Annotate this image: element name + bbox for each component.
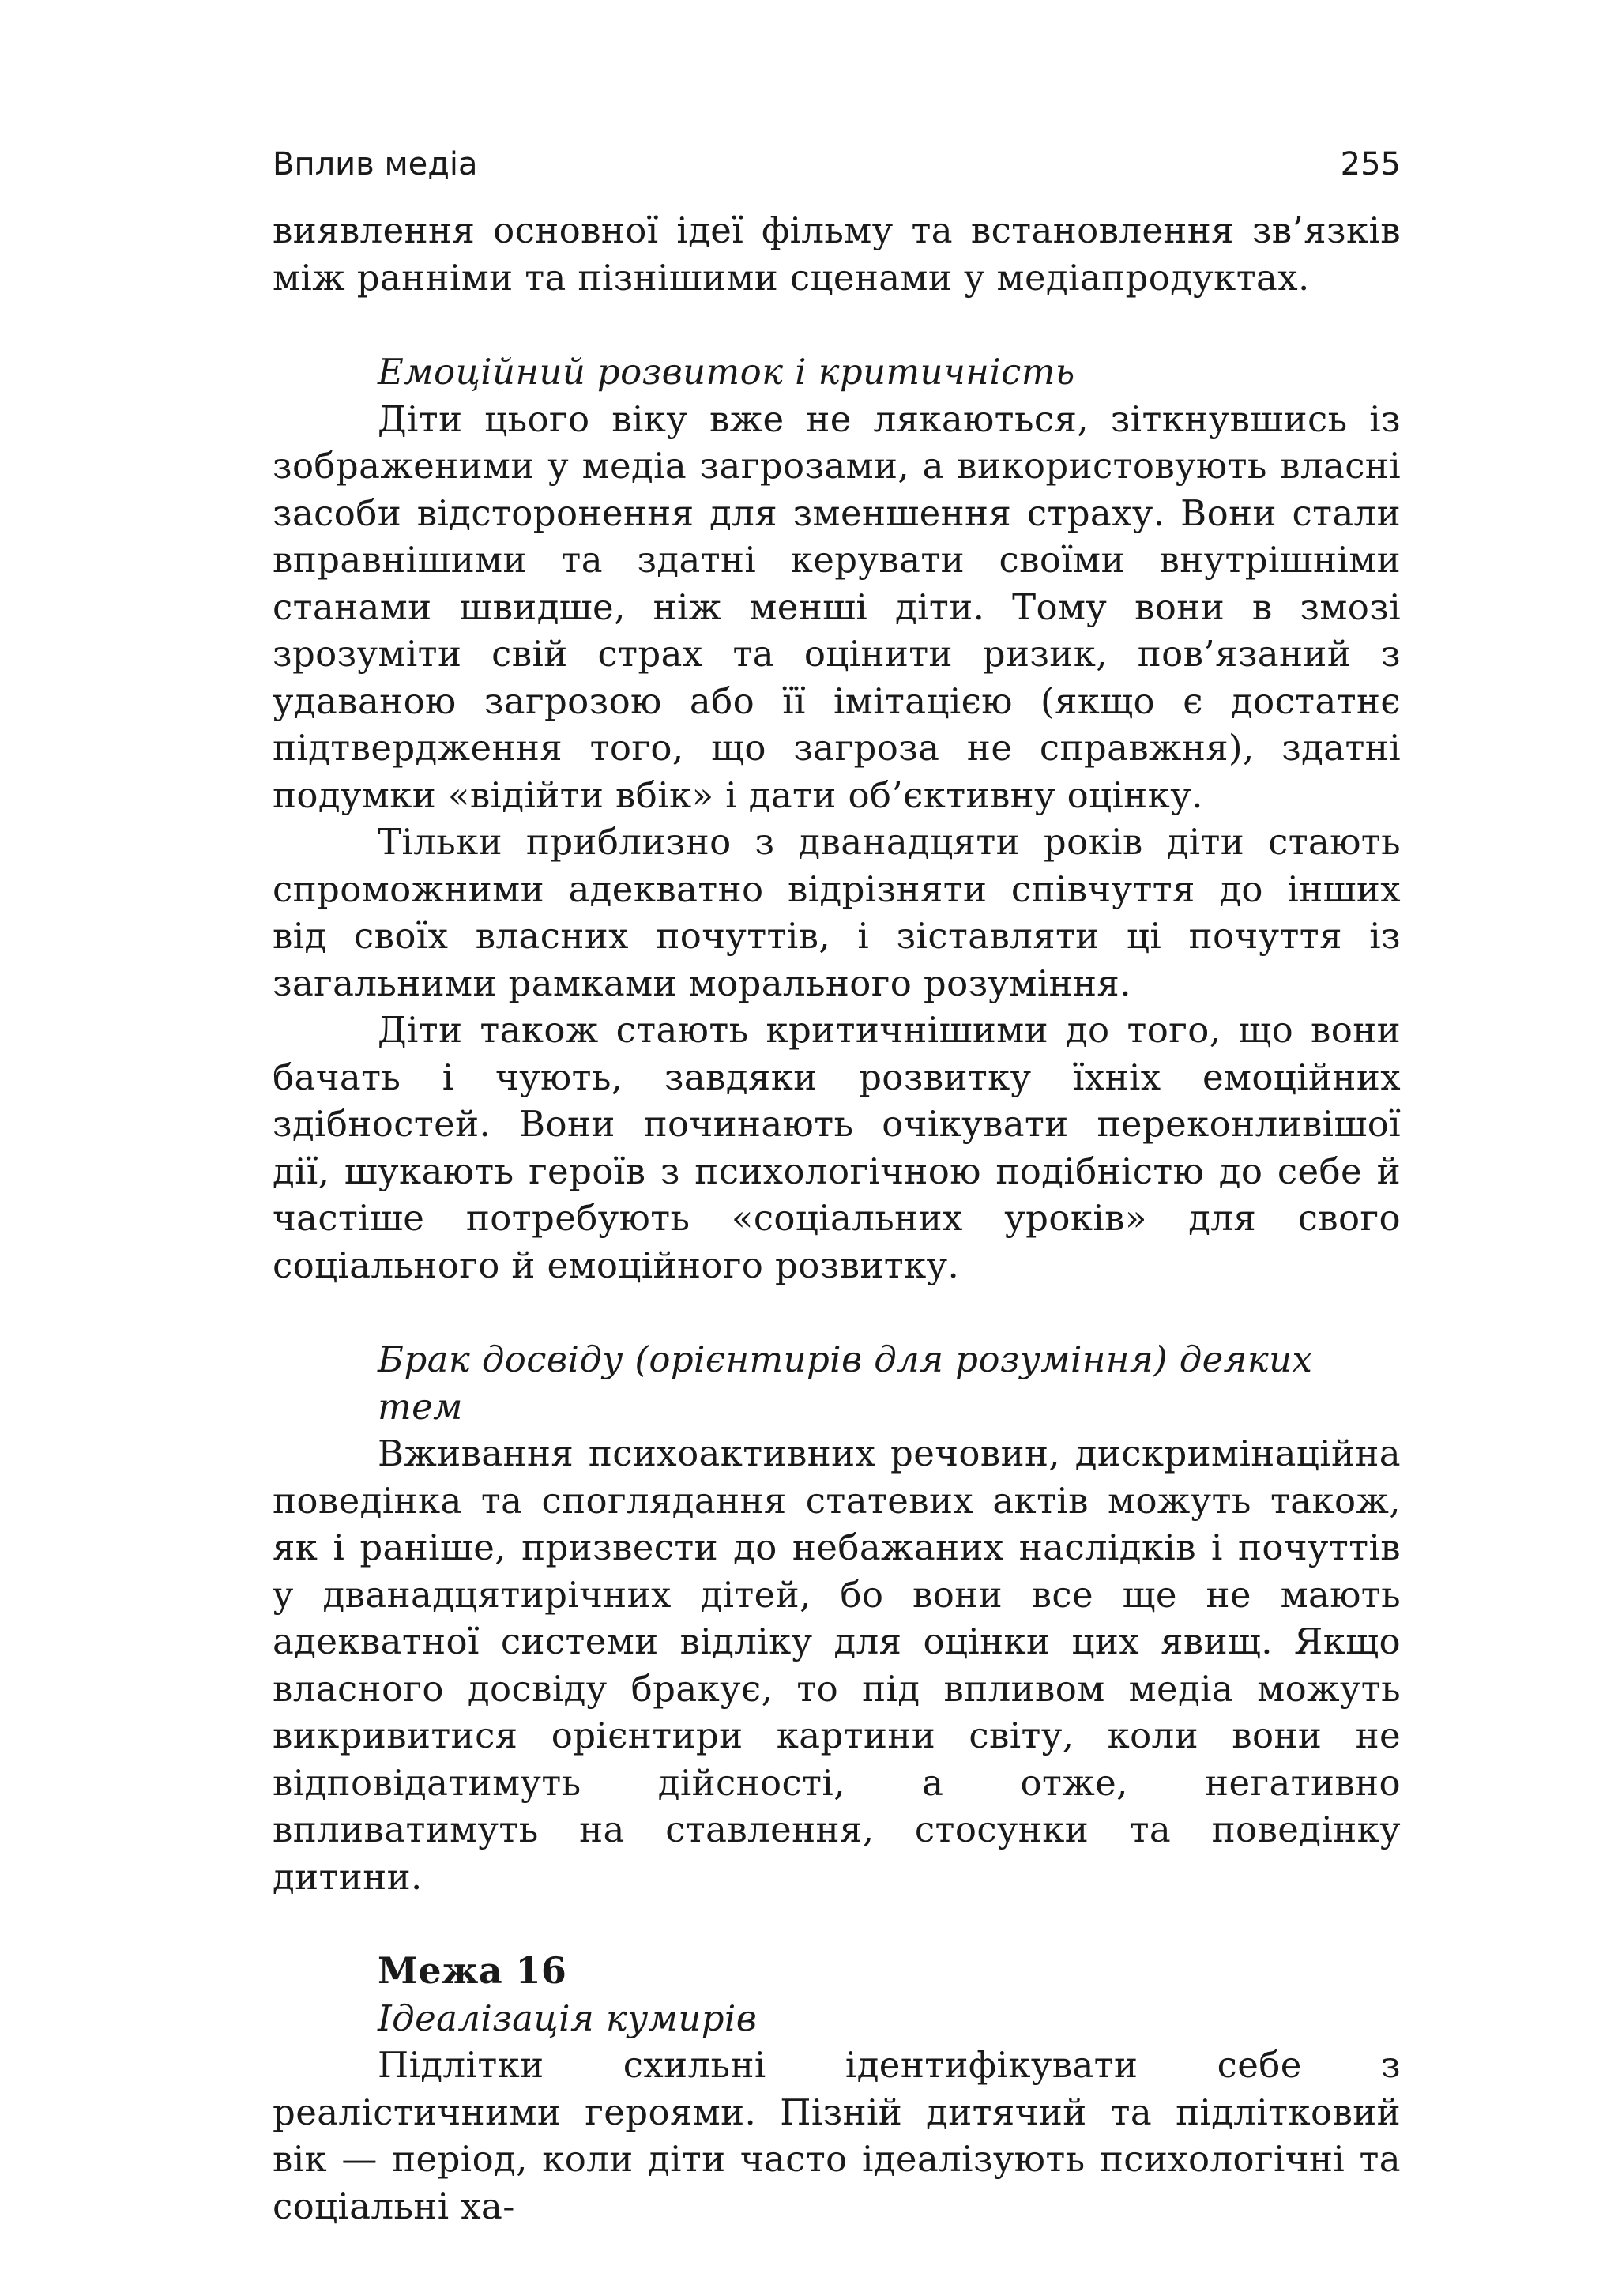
subheading-idealization: Ідеалізація кумирів <box>378 1997 758 2039</box>
subheading-lack-of-experience: Брак досвіду (орієнтирів для розуміння) деяких тем <box>378 1338 1313 1428</box>
paragraph-empathy: Тільки приблизно з дванадцяти років діти стають спроможними адекватно відрізняти співчуття до інших від своїх власних почуттів, і зіставляти ці почуття із загальними рамками морального розуміння. <box>273 821 1401 1004</box>
paragraph-substances: Вживання психоактивних речовин, дискримінаційна поведінка та споглядання статевих актів можуть також, як і раніше, призвести до небажаних наслідків і почуттів у дванадцятирічних дітей, бо вони все ще не мають адекватної системи відліку для оцінки цих явищ. Якщо власного досвіду бракує, то під впливом медіа можуть викривитися орієнтири картини світу, коли вони не відповідатимуть дійсності, а отже, негативно впливатимуть на ставлення, стосунки та поведінку дитини. <box>273 1432 1401 1898</box>
subheading-emotional-development: Емоційний розвиток і критичність <box>378 351 1075 393</box>
paragraph-teenagers: Підлітки схильні ідентифікувати себе з реалістичними героями. Пізній дитячий та підлітковий вік — період, коли діти часто ідеалізують психологічні та соціальні ха- <box>273 2044 1401 2227</box>
spacer <box>273 1900 1401 1948</box>
paragraph-intro: виявлення основної ідеї фільму та встановлення зв’язків між ранніми та пізнішими сценами у медіапродуктах. <box>273 209 1401 299</box>
spacer <box>273 1289 1401 1336</box>
section-title: Межа 16 <box>378 1949 567 1992</box>
paragraph-critical: Діти також стають критичнішими до того, що вони бачать і чують, завдяки розвитку їхніх емоційних здібностей. Вони починають очікувати переконливішої дії, шукають героїв з психологічною подібністю до себе й частіше потребують «соціальних уроків» для свого соціального й емоційного розвитку. <box>273 1009 1401 1286</box>
page-header <box>273 146 1401 194</box>
paragraph-fear: Діти цього віку вже не лякаються, зіткнувшись із зображеними у медіа загрозами, а використовують власні засоби відсторонення для зменшення страху. Вони стали вправнішими та здатні керувати своїми внутрішніми станами швидше, ніж менші діти. Тому вони в змозі зрозуміти свій страх та оцінити ризик, пов’язаний з удаваною загрозою або її імітацією (якщо є достатнє підтвердження того, що загроза не справжня), здатні подумки «відійти вбік» і дати об’єктивну оцінку. <box>273 397 1401 816</box>
spacer <box>273 301 1401 348</box>
page-number: 255 <box>1340 146 1401 183</box>
page-body <box>273 207 1401 2230</box>
running-title: Вплив медіа <box>273 146 478 183</box>
